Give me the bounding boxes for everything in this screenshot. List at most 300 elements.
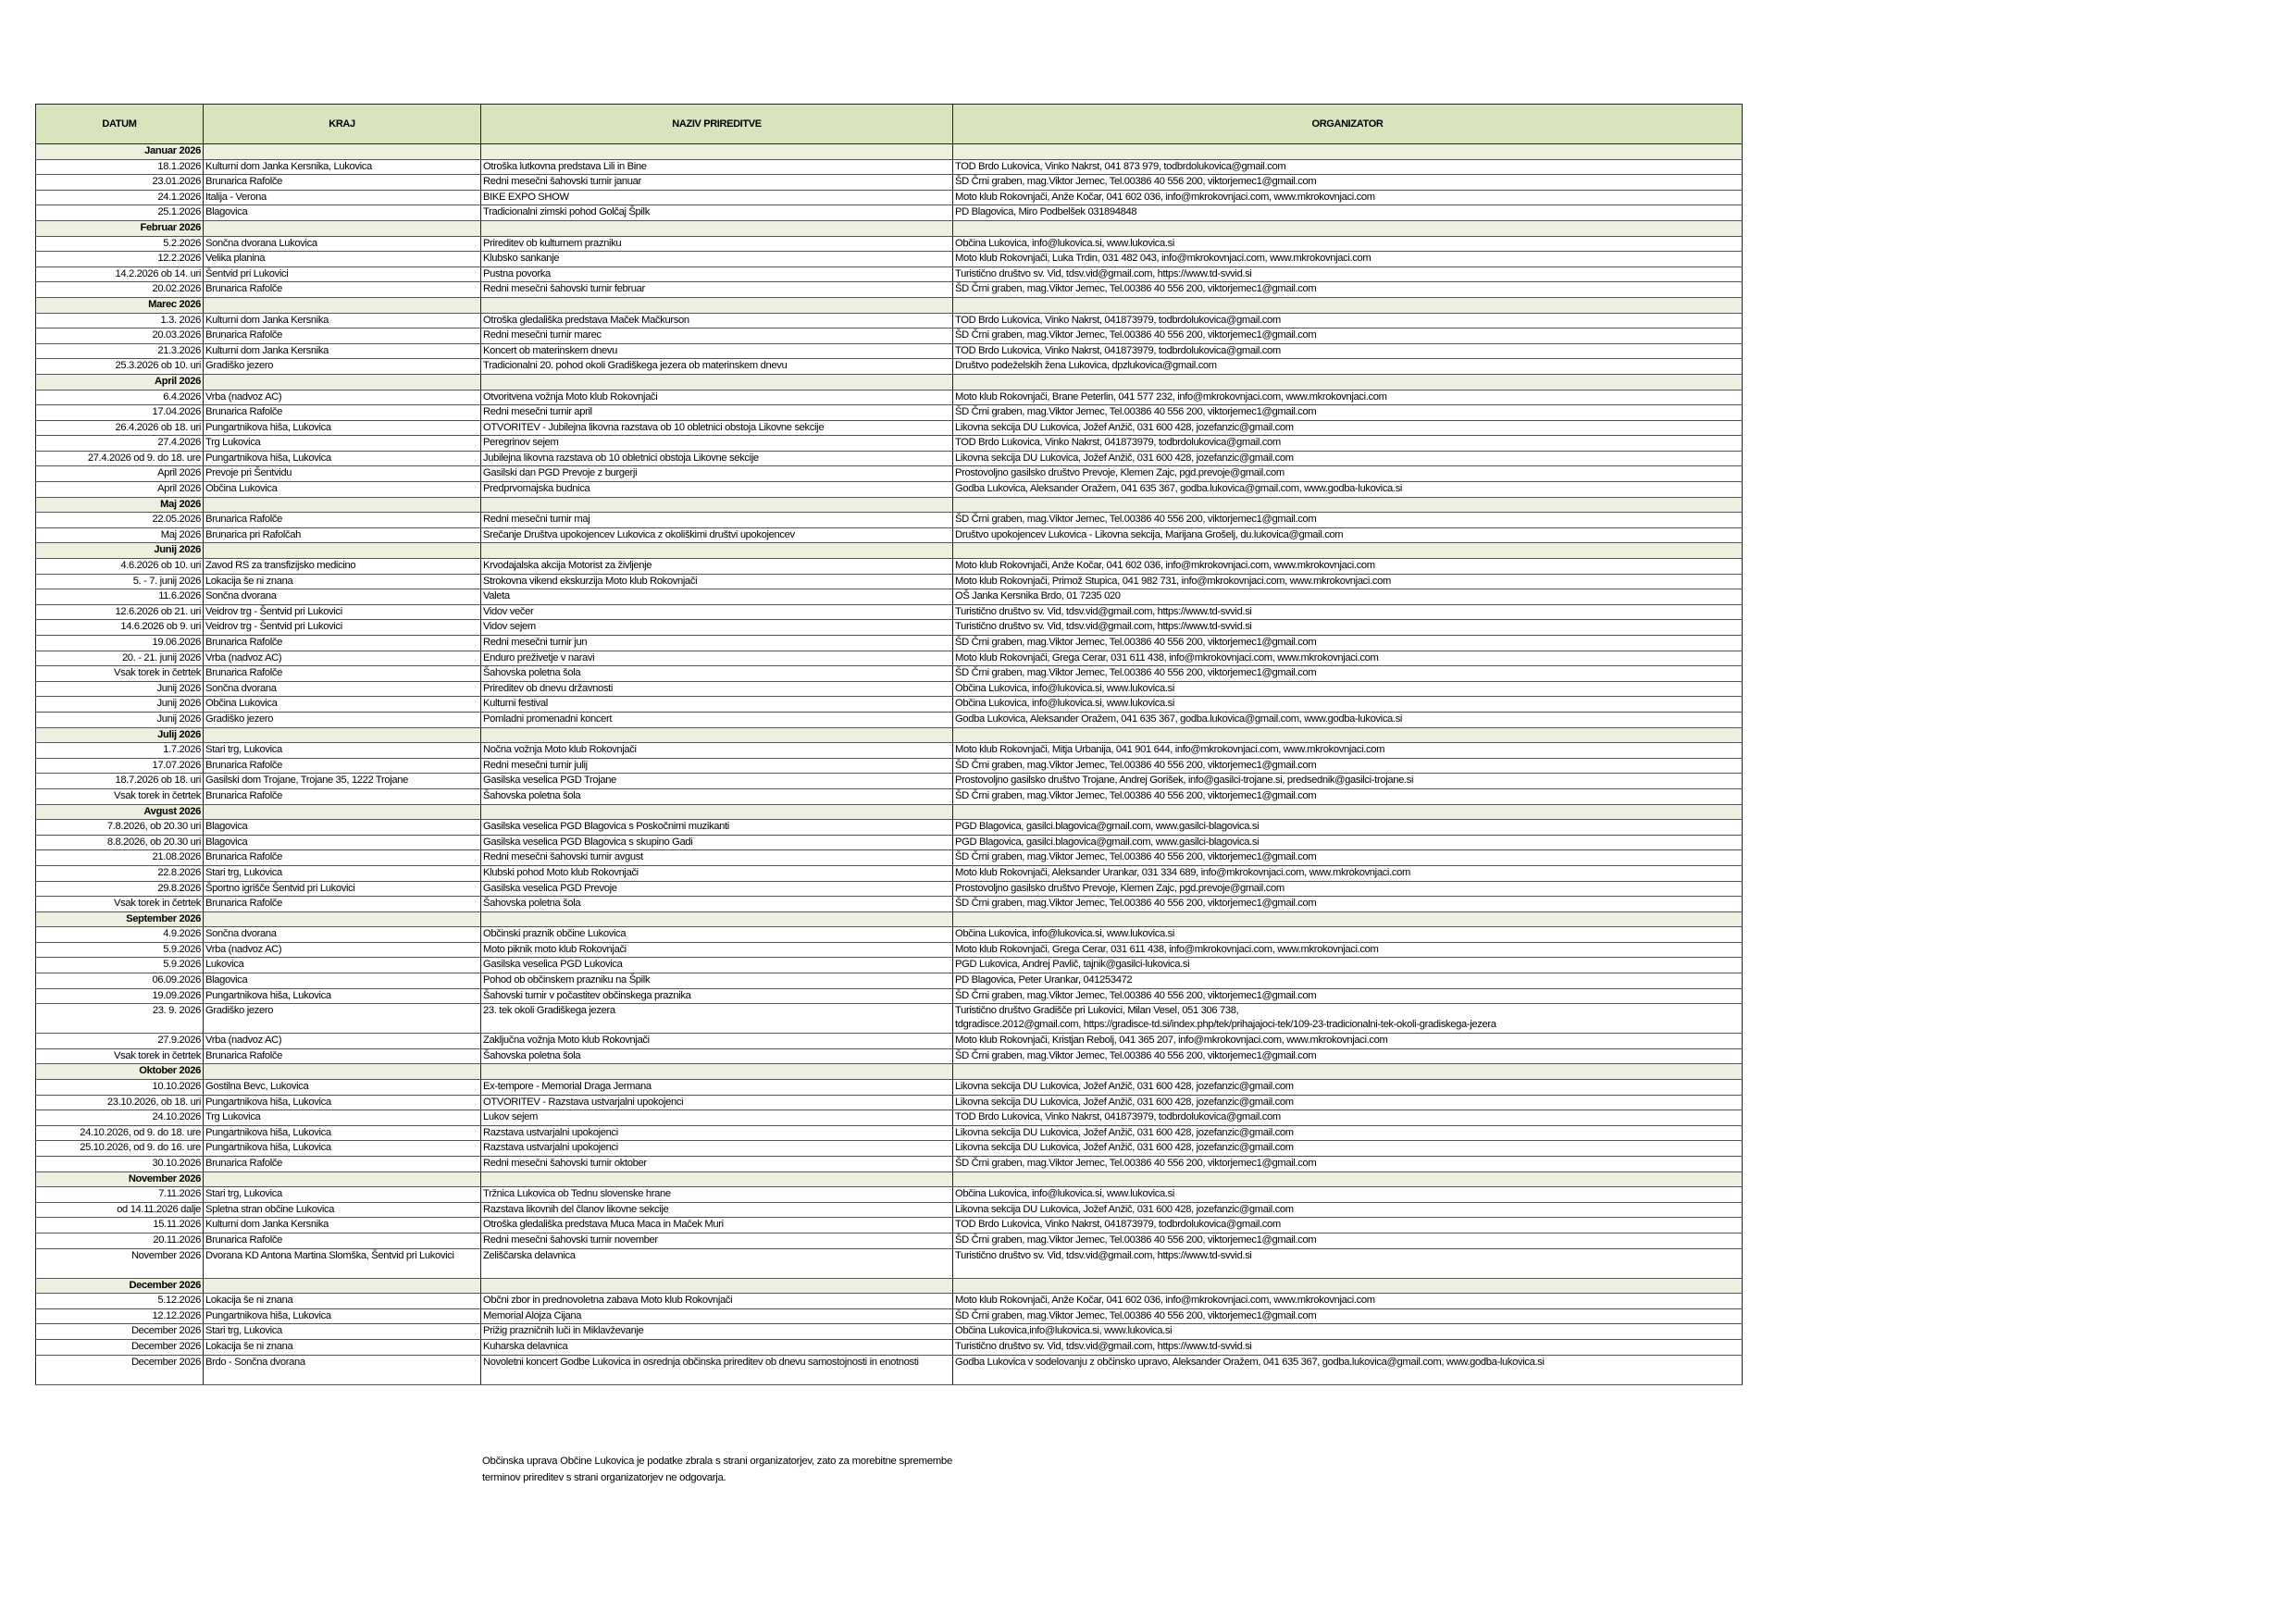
event-date: 24.1.2026 <box>36 190 204 205</box>
event-organizer: ŠD Črni graben, mag.Viktor Jemec, Tel.00386 40 556 200, viktorjemec1@gmail.com <box>953 788 1743 804</box>
month-cell-empty <box>953 1278 1743 1294</box>
event-organizer: Moto klub Rokovnjači, Kristjan Rebolj, 041 365 207, info@mkrokovnjaci.com, www.mkrokovnjaci.com <box>953 1034 1743 1049</box>
event-place: Brunarica Rafolče <box>204 513 481 528</box>
event-date: 22.8.2026 <box>36 865 204 881</box>
table-row <box>36 1187 1743 1203</box>
event-organizer <box>953 1004 1743 1034</box>
table-row <box>36 359 1743 375</box>
event-name: Koncert ob materinskem dnevu <box>481 343 953 359</box>
event-name: Gasilska veselica PGD Trojane <box>481 774 953 789</box>
event-organizer: ŠD Črni graben, mag.Viktor Jemec, Tel.00386 40 556 200, viktorjemec1@gmail.com <box>953 636 1743 651</box>
event-date: 1.3. 2026 <box>36 313 204 329</box>
table-row <box>36 1048 1743 1064</box>
table-row <box>36 820 1743 836</box>
event-date: April 2026 <box>36 466 204 482</box>
event-place: Brunarica pri Rafolčah <box>204 527 481 543</box>
event-organizer: Prostovoljno gasilsko društvo Prevoje, Klemen Zajc, pgd.prevoje@gmail.com <box>953 466 1743 482</box>
event-name: Prireditev ob dnevu državnosti <box>481 681 953 697</box>
event-organizer: Likovna sekcija DU Lukovica, Jožef Anžič, 031 600 428, jozefanzic@gmail.com <box>953 1141 1743 1157</box>
month-cell-empty <box>953 1064 1743 1080</box>
month-cell-empty <box>204 1172 481 1187</box>
event-name: Tradicionalni zimski pohod Golčaj Špilk <box>481 205 953 221</box>
event-name: Peregrinov sejem <box>481 436 953 452</box>
event-name: Lukov sejem <box>481 1110 953 1126</box>
month-cell-empty <box>204 220 481 236</box>
event-organizer: TOD Brdo Lukovica, Vinko Nakrst, 041873979, todbrdolukovica@gmail.com <box>953 436 1743 452</box>
event-place: Velika planina <box>204 252 481 267</box>
table-row <box>36 205 1743 221</box>
month-label: November 2026 <box>36 1172 204 1187</box>
event-organizer: ŠD Črni graben, mag.Viktor Jemec, Tel.00386 40 556 200, viktorjemec1@gmail.com <box>953 405 1743 421</box>
event-organizer: ŠD Črni graben, mag.Viktor Jemec, Tel.00386 40 556 200, viktorjemec1@gmail.com <box>953 513 1743 528</box>
month-label: Julij 2026 <box>36 727 204 743</box>
table-row <box>36 604 1743 620</box>
event-organizer: Društvo podeželskih žena Lukovica, dpzlukovica@gmail.com <box>953 359 1743 375</box>
table-row <box>36 1233 1743 1248</box>
event-place: Občina Lukovica <box>204 697 481 713</box>
event-date: Junij 2026 <box>36 712 204 727</box>
month-cell-empty <box>481 1278 953 1294</box>
event-organizer: ŠD Črni graben, mag.Viktor Jemec, Tel.00386 40 556 200, viktorjemec1@gmail.com <box>953 988 1743 1004</box>
event-date: 30.10.2026 <box>36 1157 204 1172</box>
event-date: 26.4.2026 ob 18. uri <box>36 420 204 436</box>
table-row <box>36 743 1743 759</box>
table-row <box>36 1294 1743 1309</box>
event-date: 5.9.2026 <box>36 942 204 958</box>
event-name: Nočna vožnja Moto klub Rokovnjači <box>481 743 953 759</box>
event-date: 20.03.2026 <box>36 329 204 344</box>
table-row <box>36 574 1743 589</box>
event-organizer: ŠD Črni graben, mag.Viktor Jemec, Tel.00386 40 556 200, viktorjemec1@gmail.com <box>953 758 1743 774</box>
event-place: Pungartnikova hiša, Lukovica <box>204 1095 481 1110</box>
event-name: Prireditev ob kulturnem prazniku <box>481 236 953 252</box>
event-place: Brunarica Rafolče <box>204 1157 481 1172</box>
event-organizer: Društvo upokojencev Lukovica - Likovna sekcija, Marijana Grošelj, du.lukovica@gmail.com <box>953 527 1743 543</box>
month-cell-empty <box>481 297 953 313</box>
event-place: Dvorana KD Antona Martina Slomška, Šentvid pri Lukovici <box>204 1248 481 1278</box>
event-organizer: Likovna sekcija DU Lukovica, Jožef Anžič, 031 600 428, jozefanzic@gmail.com <box>953 1125 1743 1141</box>
month-cell-empty <box>204 374 481 390</box>
table-row <box>36 958 1743 973</box>
month-row <box>36 1172 1743 1187</box>
month-row <box>36 374 1743 390</box>
month-cell-empty <box>204 1064 481 1080</box>
event-organizer: Turistično društvo sv. Vid, tdsv.vid@gmail.com, https://www.td-svvid.si <box>953 604 1743 620</box>
table-row <box>36 1110 1743 1126</box>
event-place: Gasilski dom Trojane, Trojane 35, 1222 Trojane <box>204 774 481 789</box>
event-name: Redni mesečni šahovski turnir avgust <box>481 850 953 866</box>
table-row <box>36 589 1743 605</box>
event-organizer: ŠD Črni graben, mag.Viktor Jemec, Tel.00386 40 556 200, viktorjemec1@gmail.com <box>953 1233 1743 1248</box>
table-row <box>36 651 1743 666</box>
event-place: Brunarica Rafolče <box>204 666 481 682</box>
event-name: Krvodajalska akcija Motorist za življenje <box>481 559 953 575</box>
event-organizer: Godba Lukovica, Aleksander Oražem, 041 635 367, godba.lukovica@gmail.com, www.godba-lukovica.si <box>953 712 1743 727</box>
table-row <box>36 267 1743 282</box>
event-place: Blagovica <box>204 973 481 989</box>
event-name: Pomladni promenadni koncert <box>481 712 953 727</box>
month-label: Oktober 2026 <box>36 1064 204 1080</box>
event-organizer: Godba Lukovica v sodelovanju z občinsko upravo, Aleksander Oražem, 041 635 367, godba.lukovica@gmail.com, www.godba-lukovica.si <box>953 1355 1743 1384</box>
event-place: Stari trg, Lukovica <box>204 743 481 759</box>
event-organizer: ŠD Črni graben, mag.Viktor Jemec, Tel.00386 40 556 200, viktorjemec1@gmail.com <box>953 329 1743 344</box>
event-organizer: Moto klub Rokovnjači, Luka Trdin, 031 482 043, info@mkrokovnjaci.com, www.mkrokovnjaci.com <box>953 252 1743 267</box>
event-name: Razstava ustvarjalni upokojenci <box>481 1141 953 1157</box>
event-place: Sončna dvorana <box>204 589 481 605</box>
month-cell-empty <box>953 220 1743 236</box>
event-date: 20.02.2026 <box>36 282 204 298</box>
event-date: 1.7.2026 <box>36 743 204 759</box>
event-organizer: PGD Blagovica, gasilci.blagovica@gmail.com, www.gasilci-blagovica.si <box>953 820 1743 836</box>
event-place: Brdo - Sončna dvorana <box>204 1355 481 1384</box>
month-cell-empty <box>481 1172 953 1187</box>
month-cell-empty <box>204 144 481 160</box>
event-organizer: ŠD Črni graben, mag.Viktor Jemec, Tel.00386 40 556 200, viktorjemec1@gmail.com <box>953 1157 1743 1172</box>
event-date: April 2026 <box>36 482 204 498</box>
event-place: Kulturni dom Janka Kersnika <box>204 313 481 329</box>
table-row <box>36 850 1743 866</box>
month-row <box>36 1064 1743 1080</box>
month-cell-empty <box>204 804 481 820</box>
event-place: Pungartnikova hiša, Lukovica <box>204 420 481 436</box>
event-name: Kuharska delavnica <box>481 1339 953 1355</box>
event-place: Brunarica Rafolče <box>204 788 481 804</box>
event-name: Gasilska veselica PGD Prevoje <box>481 881 953 897</box>
event-date: 21.3.2026 <box>36 343 204 359</box>
event-date: 21.08.2026 <box>36 850 204 866</box>
disclaimer-note: Občinska uprava Občine Lukovica je podatke zbrala s strani organizatorjev, zato za morebitne spremembe terminov prireditev s strani organizatorjev ne odgovarja. <box>482 1456 952 1483</box>
event-date: Maj 2026 <box>36 527 204 543</box>
event-date: 23. 9. 2026 <box>36 1004 204 1034</box>
table-row <box>36 1308 1743 1324</box>
event-place: Sončna dvorana <box>204 681 481 697</box>
event-name: Memorial Alojza Cijana <box>481 1308 953 1324</box>
event-date: 23.10.2026, ob 18. uri <box>36 1095 204 1110</box>
table-row <box>36 1202 1743 1218</box>
table-row <box>36 758 1743 774</box>
event-organizer: Občina Lukovica, info@lukovica.si, www.lukovica.si <box>953 697 1743 713</box>
event-date: 27.4.2026 <box>36 436 204 452</box>
event-date: 7.11.2026 <box>36 1187 204 1203</box>
event-place: Pungartnikova hiša, Lukovica <box>204 1125 481 1141</box>
month-cell-empty <box>204 727 481 743</box>
table-row <box>36 343 1743 359</box>
event-place: Sončna dvorana Lukovica <box>204 236 481 252</box>
event-organizer: ŠD Črni graben, mag.Viktor Jemec, Tel.00386 40 556 200, viktorjemec1@gmail.com <box>953 850 1743 866</box>
month-row <box>36 911 1743 927</box>
event-name: Redni mesečni turnir julij <box>481 758 953 774</box>
event-organizer: Likovna sekcija DU Lukovica, Jožef Anžič, 031 600 428, jozefanzic@gmail.com <box>953 420 1743 436</box>
month-row <box>36 220 1743 236</box>
event-name: Enduro preživetje v naravi <box>481 651 953 666</box>
event-place: Brunarica Rafolče <box>204 175 481 191</box>
event-place: Lukovica <box>204 958 481 973</box>
event-place: Gradiško jezero <box>204 359 481 375</box>
event-name: Vidov sejem <box>481 620 953 636</box>
column-header-date: DATUM <box>36 105 204 144</box>
event-name: OTVORITEV - Jubilejna likovna razstava ob 10 obletnici obstoja Likovne sekcije <box>481 420 953 436</box>
event-date: 23.01.2026 <box>36 175 204 191</box>
event-date: 27.4.2026 od 9. do 18. ure <box>36 451 204 466</box>
table-row <box>36 559 1743 575</box>
event-organizer: Moto klub Rokovnjači, Anže Kočar, 041 602 036, info@mkrokovnjaci.com, www.mkrokovnjaci.com <box>953 1294 1743 1309</box>
table-row <box>36 881 1743 897</box>
event-date: 17.07.2026 <box>36 758 204 774</box>
month-cell-empty <box>953 374 1743 390</box>
table-row <box>36 313 1743 329</box>
table-row <box>36 1248 1743 1278</box>
month-cell-empty <box>953 1172 1743 1187</box>
month-cell-empty <box>481 911 953 927</box>
event-date: 24.10.2026, od 9. do 18. ure <box>36 1125 204 1141</box>
event-name: Tradicionalni 20. pohod okoli Gradiškega jezera ob materinskem dnevu <box>481 359 953 375</box>
month-label: Januar 2026 <box>36 144 204 160</box>
event-name: OTVORITEV - Razstava ustvarjalni upokojenci <box>481 1095 953 1110</box>
event-place: Kulturni dom Janka Kersnika <box>204 1218 481 1233</box>
event-name: Otroška gledališka predstava Muca Maca in Maček Muri <box>481 1218 953 1233</box>
event-date: 14.2.2026 ob 14. uri <box>36 267 204 282</box>
event-date: 25.10.2026, od 9. do 16. ure <box>36 1141 204 1157</box>
event-date: 5.9.2026 <box>36 958 204 973</box>
table-row <box>36 835 1743 850</box>
event-place: Prevoje pri Šentvidu <box>204 466 481 482</box>
event-name: Redni mesečni turnir jun <box>481 636 953 651</box>
month-row <box>36 297 1743 313</box>
column-header-event-name: NAZIV PRIREDITVE <box>481 105 953 144</box>
event-name: Šahovski turnir v počastitev občinskega praznika <box>481 988 953 1004</box>
event-name: Novoletni koncert Godbe Lukovica in osrednja občinska prireditev ob dnevu samostojnosti in enotnosti <box>481 1355 953 1384</box>
event-date: 25.3.2026 ob 10. uri <box>36 359 204 375</box>
event-place: Vrba (nadvoz AC) <box>204 651 481 666</box>
event-organizer: Občina Lukovica, info@lukovica.si, www.lukovica.si <box>953 927 1743 943</box>
event-date: 4.6.2026 ob 10. uri <box>36 559 204 575</box>
event-place: Brunarica Rafolče <box>204 1048 481 1064</box>
events-calendar-page <box>35 104 1742 1385</box>
event-place: Gostilna Bevc, Lukovica <box>204 1080 481 1096</box>
table-row <box>36 927 1743 943</box>
event-organizer: Turistično društvo sv. Vid, tdsv.vid@gmail.com, https://www.td-svvid.si <box>953 267 1743 282</box>
event-organizer: Občina Lukovica, info@lukovica.si, www.lukovica.si <box>953 1187 1743 1203</box>
event-date: 8.8.2026, ob 20.30 uri <box>36 835 204 850</box>
table-row <box>36 513 1743 528</box>
event-date: od 14.11.2026 dalje <box>36 1202 204 1218</box>
month-row <box>36 497 1743 513</box>
event-place: Brunarica Rafolče <box>204 1233 481 1248</box>
event-name: Otvoritvena vožnja Moto klub Rokovnjači <box>481 390 953 405</box>
event-organizer: Moto klub Rokovnjači, Grega Cerar, 031 611 438, info@mkrokovnjaci.com, www.mkrokovnjaci.com <box>953 942 1743 958</box>
month-cell-empty <box>953 144 1743 160</box>
event-organizer: Likovna sekcija DU Lukovica, Jožef Anžič, 031 600 428, jozefanzic@gmail.com <box>953 451 1743 466</box>
month-cell-empty <box>953 911 1743 927</box>
event-name: Občni zbor in prednovoletna zabava Moto klub Rokovnjači <box>481 1294 953 1309</box>
event-date: Vsak torek in četrtek <box>36 1048 204 1064</box>
event-organizer: Likovna sekcija DU Lukovica, Jožef Anžič, 031 600 428, jozefanzic@gmail.com <box>953 1202 1743 1218</box>
event-organizer: TOD Brdo Lukovica, Vinko Nakrst, 041 873 979, todbrdolukovica@gmail.com <box>953 159 1743 175</box>
event-date: Vsak torek in četrtek <box>36 666 204 682</box>
event-place: Zavod RS za transfizijsko medicino <box>204 559 481 575</box>
event-date: 25.1.2026 <box>36 205 204 221</box>
event-name: Redni mesečni šahovski turnir januar <box>481 175 953 191</box>
event-name: Gasilska veselica PGD Lukovica <box>481 958 953 973</box>
event-date: 5.2.2026 <box>36 236 204 252</box>
month-cell-empty <box>481 543 953 559</box>
event-place: Italija - Verona <box>204 190 481 205</box>
table-row <box>36 1004 1743 1034</box>
event-organizer: ŠD Črni graben, mag.Viktor Jemec, Tel.00386 40 556 200, viktorjemec1@gmail.com <box>953 666 1743 682</box>
event-date: 11.6.2026 <box>36 589 204 605</box>
event-date: 20.11.2026 <box>36 1233 204 1248</box>
event-organizer: Občina Lukovica, info@lukovica.si, www.lukovica.si <box>953 236 1743 252</box>
event-place: Lokacija še ni znana <box>204 574 481 589</box>
event-place: Veidrov trg - Šentvid pri Lukovici <box>204 604 481 620</box>
event-name: Razstava likovnih del članov likovne sekcije <box>481 1202 953 1218</box>
event-place: Brunarica Rafolče <box>204 636 481 651</box>
event-date: November 2026 <box>36 1248 204 1278</box>
event-place: Pungartnikova hiša, Lukovica <box>204 451 481 466</box>
month-label: Avgust 2026 <box>36 804 204 820</box>
event-place: Blagovica <box>204 820 481 836</box>
table-row <box>36 175 1743 191</box>
month-cell-empty <box>481 727 953 743</box>
event-name: Ex-tempore - Memorial Draga Jermana <box>481 1080 953 1096</box>
table-row <box>36 436 1743 452</box>
table-row <box>36 774 1743 789</box>
table-row <box>36 527 1743 543</box>
month-label: December 2026 <box>36 1278 204 1294</box>
event-date: 4.9.2026 <box>36 927 204 943</box>
event-place: Stari trg, Lukovica <box>204 865 481 881</box>
event-place: Šentvid pri Lukovici <box>204 267 481 282</box>
event-place: Sončna dvorana <box>204 927 481 943</box>
event-organizer: Likovna sekcija DU Lukovica, Jožef Anžič, 031 600 428, jozefanzic@gmail.com <box>953 1080 1743 1096</box>
event-organizer: Moto klub Rokovnjači, Primož Stupica, 041 982 731, info@mkrokovnjaci.com, www.mkrokovnjaci.com <box>953 574 1743 589</box>
table-row <box>36 1034 1743 1049</box>
event-date: 12.6.2026 ob 21. uri <box>36 604 204 620</box>
month-label: Maj 2026 <box>36 497 204 513</box>
event-name: Redni mesečni šahovski turnir november <box>481 1233 953 1248</box>
event-name: Klubski pohod Moto klub Rokovnjači <box>481 865 953 881</box>
month-cell-empty <box>204 543 481 559</box>
event-organizer: Moto klub Rokovnjači, Anže Kočar, 041 602 036, info@mkrokovnjaci.com, www.mkrokovnjaci.com <box>953 190 1743 205</box>
event-place: Blagovica <box>204 835 481 850</box>
event-name: Valeta <box>481 589 953 605</box>
event-place: Trg Lukovica <box>204 1110 481 1126</box>
event-date: 19.06.2026 <box>36 636 204 651</box>
table-row <box>36 282 1743 298</box>
event-date: 17.04.2026 <box>36 405 204 421</box>
event-place: Lokacija še ni znana <box>204 1294 481 1309</box>
event-organizer: Občina Lukovica,info@lukovica.si, www.lukovica.si <box>953 1324 1743 1340</box>
month-row <box>36 1278 1743 1294</box>
event-date: 12.12.2026 <box>36 1308 204 1324</box>
event-date: 7.8.2026, ob 20.30 uri <box>36 820 204 836</box>
events-table-body <box>36 144 1743 1385</box>
event-organizer: TOD Brdo Lukovica, Vinko Nakrst, 041873979, todbrdolukovica@gmail.com <box>953 1110 1743 1126</box>
event-place: Brunarica Rafolče <box>204 405 481 421</box>
event-organizer: ŠD Črni graben, mag.Viktor Jemec, Tel.00386 40 556 200, viktorjemec1@gmail.com <box>953 897 1743 912</box>
event-name: Jubilejna likovna razstava ob 10 obletnici obstoja Likovne sekcije <box>481 451 953 466</box>
table-row <box>36 666 1743 682</box>
event-place: Brunarica Rafolče <box>204 758 481 774</box>
event-date: 5. - 7. junij 2026 <box>36 574 204 589</box>
event-place: Vrba (nadvoz AC) <box>204 390 481 405</box>
event-date: December 2026 <box>36 1339 204 1355</box>
event-date: 10.10.2026 <box>36 1080 204 1096</box>
event-place: Brunarica Rafolče <box>204 282 481 298</box>
month-cell-empty <box>953 727 1743 743</box>
event-name: Vidov večer <box>481 604 953 620</box>
month-cell-empty <box>204 297 481 313</box>
month-cell-empty <box>204 1278 481 1294</box>
event-organizer: Moto klub Rokovnjači, Grega Cerar, 031 611 438, info@mkrokovnjaci.com, www.mkrokovnjaci.com <box>953 651 1743 666</box>
event-place: Pungartnikova hiša, Lukovica <box>204 988 481 1004</box>
event-place: Stari trg, Lukovica <box>204 1324 481 1340</box>
month-cell-empty <box>481 804 953 820</box>
event-date: 27.9.2026 <box>36 1034 204 1049</box>
event-name: Redni mesečni turnir marec <box>481 329 953 344</box>
month-label: Junij 2026 <box>36 543 204 559</box>
events-table <box>35 104 1743 1385</box>
event-place: Stari trg, Lukovica <box>204 1187 481 1203</box>
event-place: Spletna stran občine Lukovica <box>204 1202 481 1218</box>
event-name: Šahovska poletna šola <box>481 788 953 804</box>
event-place: Občina Lukovica <box>204 482 481 498</box>
event-organizer: PGD Lukovica, Andrej Pavlič, tajnik@gasilci-lukovica.si <box>953 958 1743 973</box>
event-place: Vrba (nadvoz AC) <box>204 1034 481 1049</box>
event-date: 15.11.2026 <box>36 1218 204 1233</box>
event-place: Trg Lukovica <box>204 436 481 452</box>
event-name: Srečanje Društva upokojencev Lukovica z okoliškimi društvi upokojencev <box>481 527 953 543</box>
event-organizer: ŠD Črni graben, mag.Viktor Jemec, Tel.00386 40 556 200, viktorjemec1@gmail.com <box>953 282 1743 298</box>
table-row <box>36 1218 1743 1233</box>
month-label: Februar 2026 <box>36 220 204 236</box>
event-organizer: Godba Lukovica, Aleksander Oražem, 041 635 367, godba.lukovica@gmail.com, www.godba-lukovica.si <box>953 482 1743 498</box>
table-header-row <box>36 105 1743 144</box>
month-cell-empty <box>481 1064 953 1080</box>
event-place: Kulturni dom Janka Kersnika, Lukovica <box>204 159 481 175</box>
column-header-place: KRAJ <box>204 105 481 144</box>
event-date: December 2026 <box>36 1355 204 1384</box>
event-date: 20. - 21. junij 2026 <box>36 651 204 666</box>
table-row <box>36 897 1743 912</box>
table-row <box>36 1080 1743 1096</box>
event-organizer: Turistično društvo sv. Vid, tdsv.vid@gmail.com, https://www.td-svvid.si <box>953 1248 1743 1278</box>
event-organizer: PD Blagovica, Miro Podbelšek 031894848 <box>953 205 1743 221</box>
event-name: Zeliščarska delavnica <box>481 1248 953 1278</box>
month-label: April 2026 <box>36 374 204 390</box>
organizer-line-2: tdgradisce.2012@gmail.com, https://gradisce-td.si/index.php/tek/prihajajoci-tek/109-23-tradicionalni-tek-okoli-gradiskega-jezera <box>955 1019 1496 1031</box>
event-name: Tržnica Lukovica ob Tednu slovenske hrane <box>481 1187 953 1203</box>
table-row <box>36 681 1743 697</box>
table-row <box>36 390 1743 405</box>
event-name: Gasilska veselica PGD Blagovica s Poskočnimi muzikanti <box>481 820 953 836</box>
event-name: Klubsko sankanje <box>481 252 953 267</box>
table-row <box>36 1339 1743 1355</box>
event-place: Brunarica Rafolče <box>204 329 481 344</box>
event-place: Gradiško jezero <box>204 1004 481 1034</box>
event-name: Otroška lutkovna predstava Lili in Bine <box>481 159 953 175</box>
table-row <box>36 1157 1743 1172</box>
month-cell-empty <box>481 374 953 390</box>
event-name: Redni mesečni šahovski turnir februar <box>481 282 953 298</box>
event-name: Prižig prazničnih luči in Miklavževanje <box>481 1324 953 1340</box>
event-date: 29.8.2026 <box>36 881 204 897</box>
month-cell-empty <box>204 497 481 513</box>
event-date: 24.10.2026 <box>36 1110 204 1126</box>
month-row <box>36 727 1743 743</box>
table-row <box>36 236 1743 252</box>
month-cell-empty <box>953 804 1743 820</box>
